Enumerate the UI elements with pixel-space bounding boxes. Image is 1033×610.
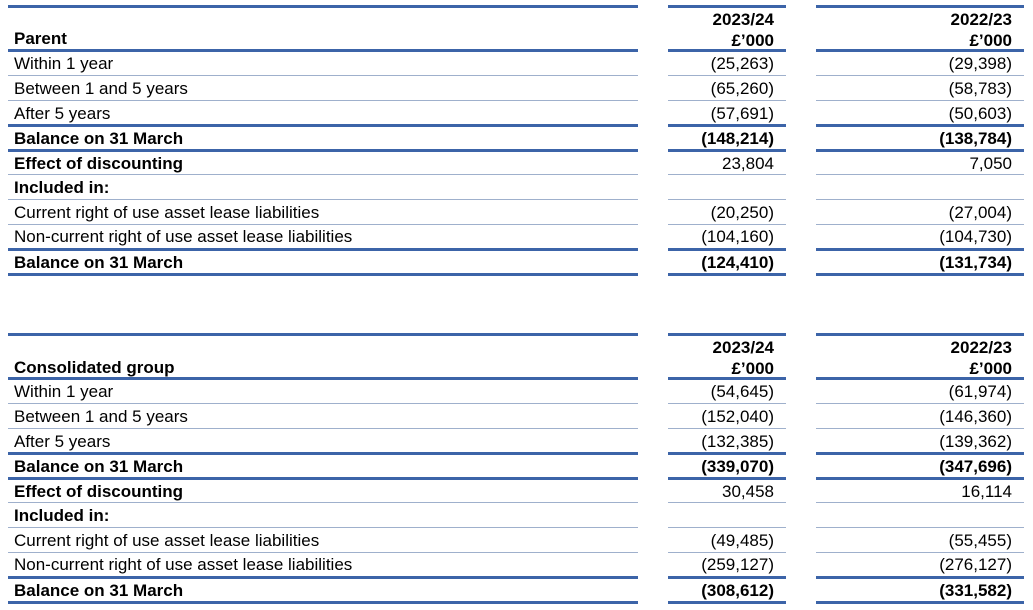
row-label: Included in: xyxy=(14,178,110,197)
col1-year: 2023/24 xyxy=(712,338,774,357)
col1-unit: £’000 xyxy=(731,31,774,50)
col1-header xyxy=(668,9,774,51)
row-label: Effect of discounting xyxy=(14,154,184,173)
rule xyxy=(816,75,1024,76)
rule xyxy=(8,601,638,604)
rule xyxy=(668,75,786,76)
rule xyxy=(816,100,1024,101)
row-label: Between 1 and 5 years xyxy=(14,79,188,98)
row-label: Between 1 and 5 years xyxy=(14,407,188,426)
col1-year: 2023/24 xyxy=(712,10,774,29)
value-2022: (61,974) xyxy=(948,382,1012,401)
col1-header xyxy=(668,337,774,379)
rule xyxy=(816,428,1024,429)
col2-unit: £’000 xyxy=(969,31,1012,50)
row-label: Effect of discounting xyxy=(14,482,184,501)
rule xyxy=(668,199,786,200)
row-label: After 5 years xyxy=(14,104,111,123)
rule xyxy=(668,428,786,429)
rule xyxy=(816,174,1024,175)
row-label: Balance on 31 March xyxy=(14,581,184,600)
value-2022: (138,784) xyxy=(939,129,1012,148)
col1-unit: £’000 xyxy=(731,359,774,378)
rule xyxy=(8,273,638,276)
col2-header xyxy=(818,9,1012,51)
rule xyxy=(8,333,638,336)
value-2022: (50,603) xyxy=(948,104,1012,123)
value-2023: (308,612) xyxy=(701,581,774,600)
value-2022: (139,362) xyxy=(939,432,1012,451)
row-label: Within 1 year xyxy=(14,382,114,401)
col2-unit: £’000 xyxy=(969,359,1012,378)
rule xyxy=(816,601,1024,604)
rule xyxy=(816,502,1024,503)
value-2022: (104,730) xyxy=(939,227,1012,246)
value-2022: (27,004) xyxy=(948,203,1012,222)
rule xyxy=(668,403,786,404)
row-label: Within 1 year xyxy=(14,54,114,73)
rule xyxy=(8,5,638,8)
rule xyxy=(816,199,1024,200)
row-label: Balance on 31 March xyxy=(14,253,184,272)
value-2022: (276,127) xyxy=(939,555,1012,574)
rule xyxy=(668,527,786,528)
col2-year: 2022/23 xyxy=(950,338,1012,357)
rule xyxy=(8,100,638,101)
rule xyxy=(8,403,638,404)
value-2023: (20,250) xyxy=(710,203,774,222)
rule xyxy=(668,100,786,101)
value-2023: 23,804 xyxy=(722,154,774,173)
rule xyxy=(8,428,638,429)
rule xyxy=(8,174,638,175)
value-2023: (54,645) xyxy=(710,382,774,401)
value-2023: (148,214) xyxy=(701,129,774,148)
rule xyxy=(816,273,1024,276)
row-label: Balance on 31 March xyxy=(14,457,184,476)
value-2022: (347,696) xyxy=(939,457,1012,476)
value-2023: (49,485) xyxy=(710,531,774,550)
value-2023: (104,160) xyxy=(701,227,774,246)
row-label: Current right of use asset lease liabilities xyxy=(14,203,320,222)
value-2022: (29,398) xyxy=(948,54,1012,73)
rule xyxy=(8,527,638,528)
value-2023: (132,385) xyxy=(701,432,774,451)
rule xyxy=(816,403,1024,404)
rule xyxy=(8,75,638,76)
col2-header xyxy=(818,337,1012,379)
rule xyxy=(668,333,786,336)
value-2023: (259,127) xyxy=(701,555,774,574)
row-label: Balance on 31 March xyxy=(14,129,184,148)
section-title: Parent xyxy=(14,29,67,48)
value-2022: (55,455) xyxy=(948,531,1012,550)
value-2022: 7,050 xyxy=(969,154,1012,173)
value-2022: (58,783) xyxy=(948,79,1012,98)
rule xyxy=(816,5,1024,8)
value-2022: (146,360) xyxy=(939,407,1012,426)
value-2023: (57,691) xyxy=(710,104,774,123)
value-2023: (339,070) xyxy=(701,457,774,476)
col2-year: 2022/23 xyxy=(950,10,1012,29)
rule xyxy=(668,502,786,503)
value-2022: 16,114 xyxy=(961,482,1012,501)
value-2023: 30,458 xyxy=(722,482,774,501)
rule xyxy=(668,5,786,8)
rule xyxy=(668,174,786,175)
rule xyxy=(8,502,638,503)
value-2022: (131,734) xyxy=(939,253,1012,272)
rule xyxy=(8,199,638,200)
row-label: After 5 years xyxy=(14,432,111,451)
value-2023: (65,260) xyxy=(710,79,774,98)
section-title: Consolidated group xyxy=(14,358,175,377)
rule xyxy=(668,273,786,276)
value-2023: (152,040) xyxy=(701,407,774,426)
rule xyxy=(668,601,786,604)
row-label: Non-current right of use asset lease liabilities xyxy=(14,555,353,574)
value-2023: (124,410) xyxy=(701,253,774,272)
rule xyxy=(816,333,1024,336)
row-label: Non-current right of use asset lease liabilities xyxy=(14,227,353,246)
row-label: Current right of use asset lease liabilities xyxy=(14,531,320,550)
rule xyxy=(816,527,1024,528)
value-2023: (25,263) xyxy=(710,54,774,73)
value-2022: (331,582) xyxy=(939,581,1012,600)
row-label: Included in: xyxy=(14,506,110,525)
